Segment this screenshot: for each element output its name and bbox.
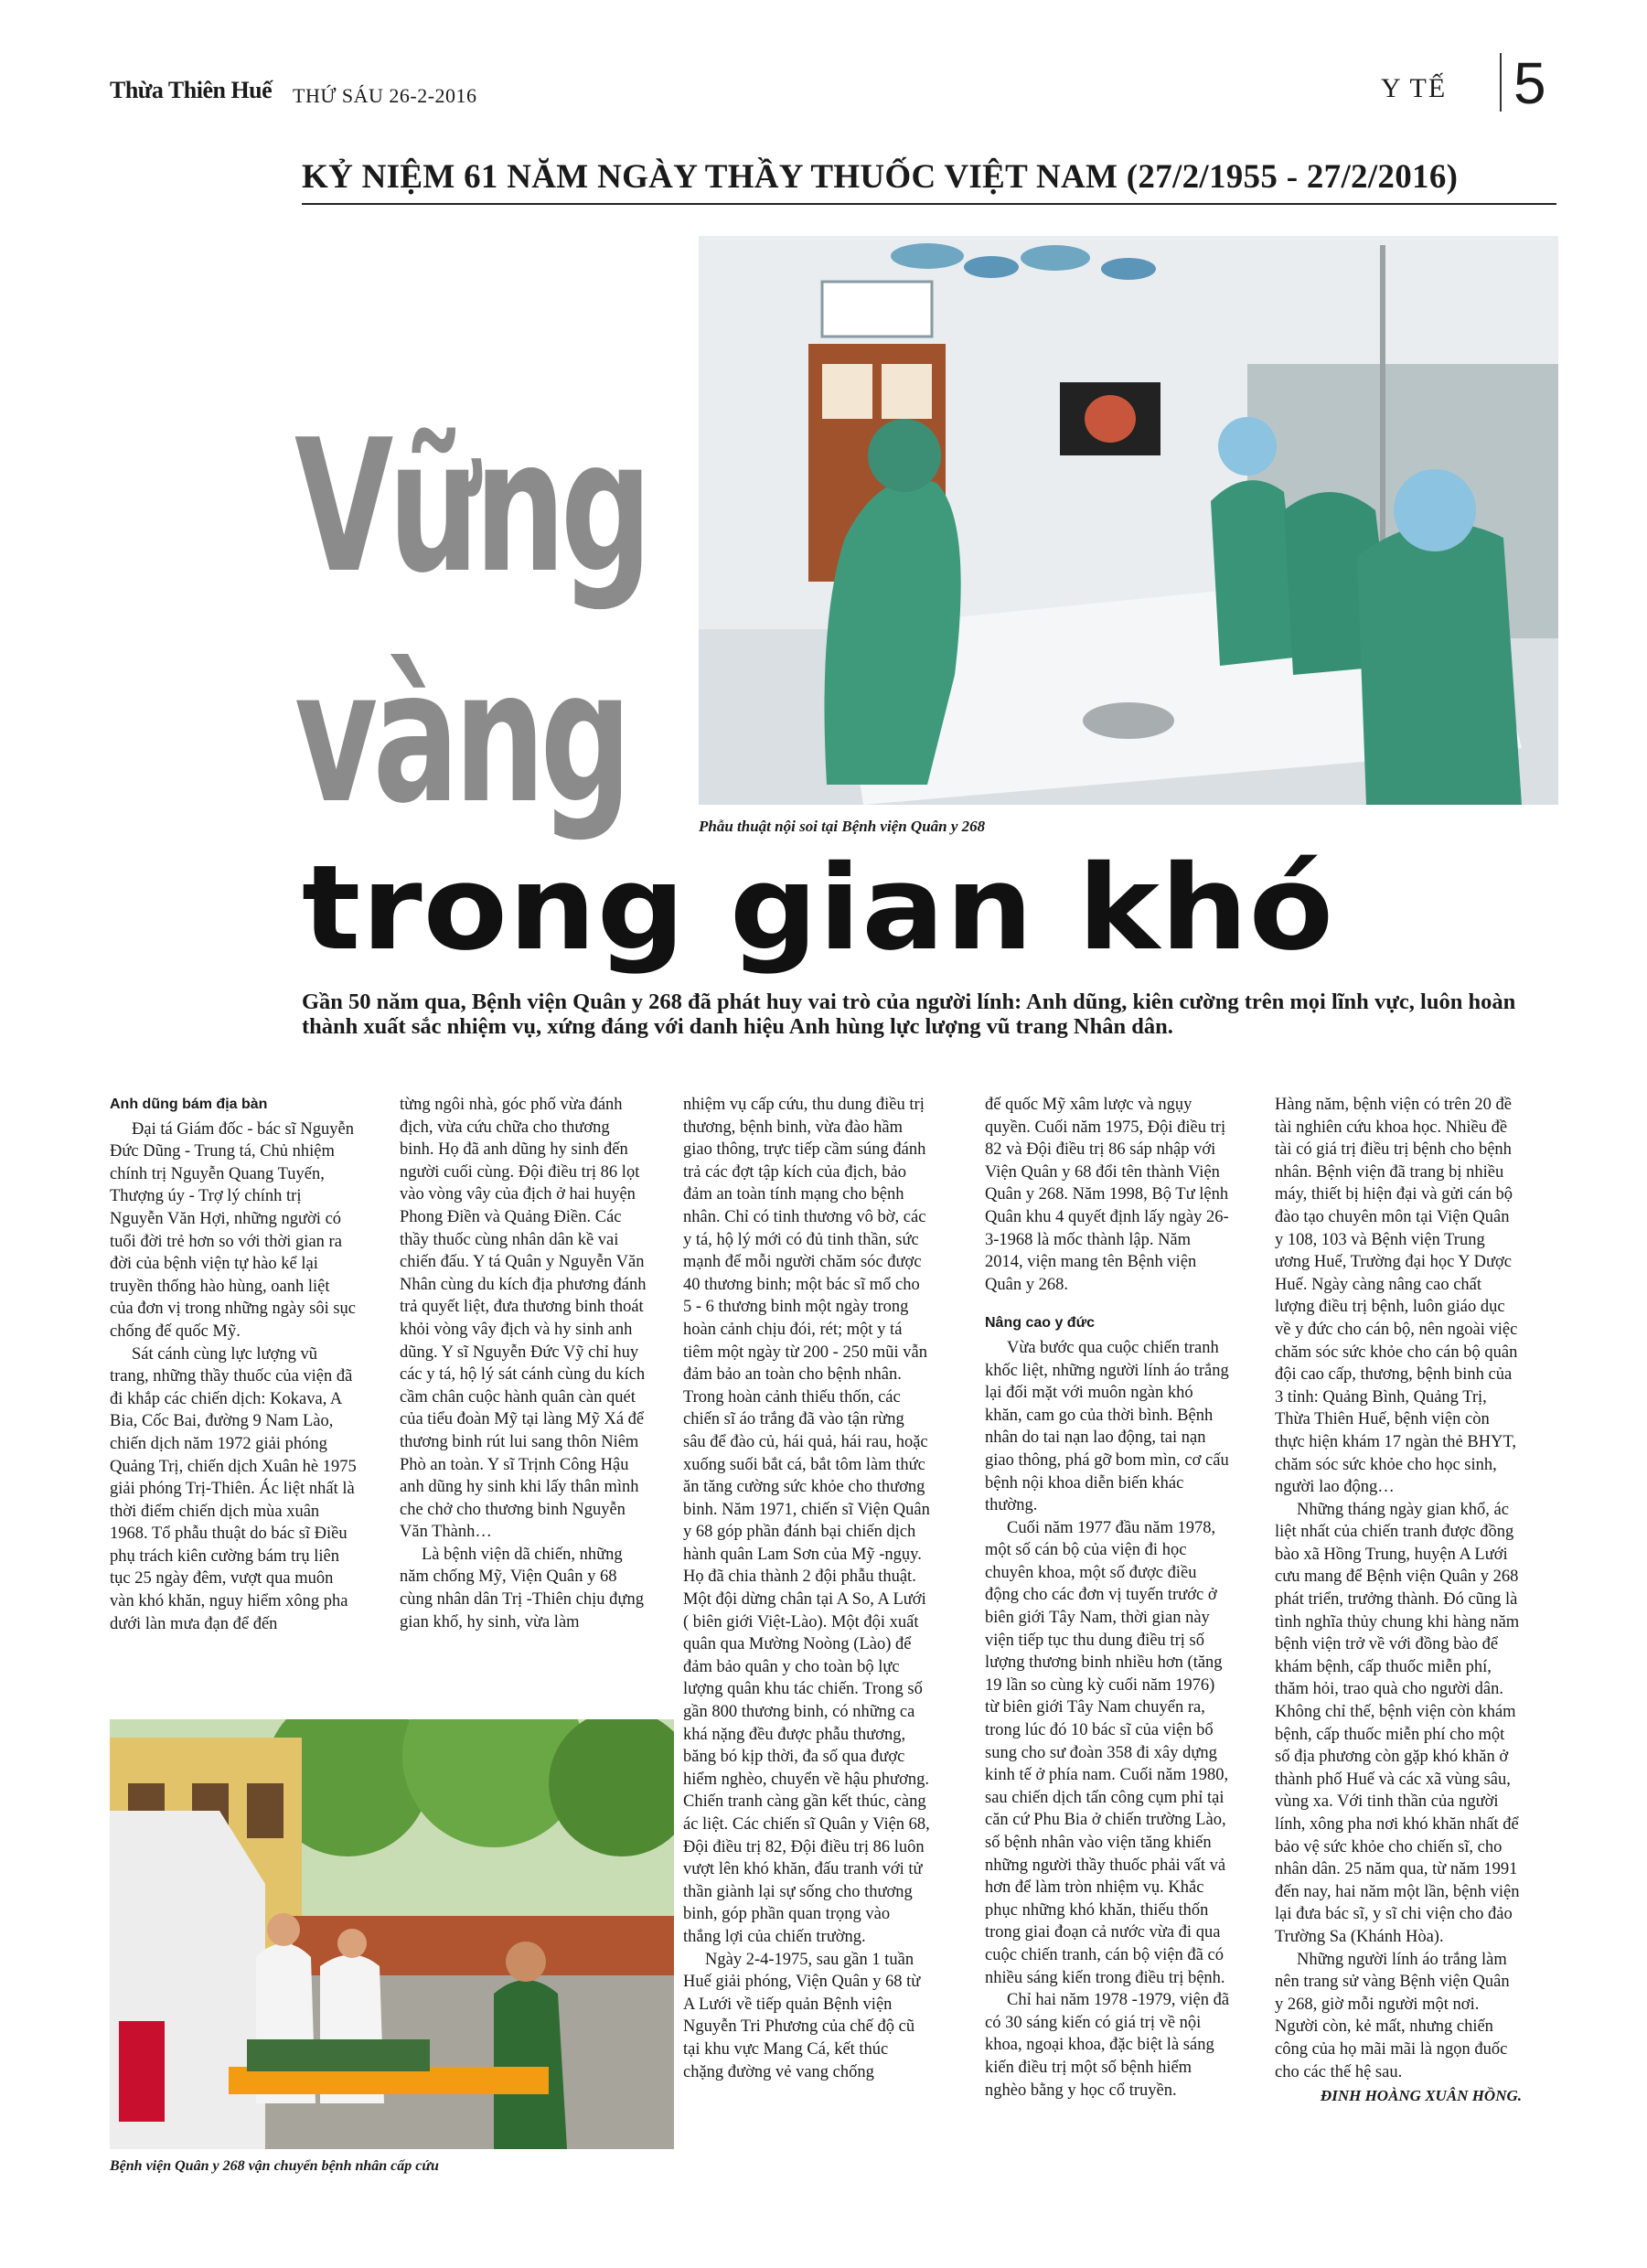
paragraph: đế quốc Mỹ xâm lược và ngụy quyền. Cuối năm 1975, Đội điều trị 82 và Đội điều trị 86 sáp nhập với Viện Quân y 68 đổi tên thành Viện Quân y 268. Năm 1998, Bộ Tư lệnh Quân khu 4 quyết định lấy ngày 26-3-1968 là mốc thành lập. Năm 2014, viện mang tên Bệnh viện Quân y 268. [985, 1096, 1229, 1294]
page-number: 5 [1513, 50, 1546, 116]
paragraph: nhiệm vụ cấp cứu, thu dung điều trị thương, bệnh binh, vừa đào hầm giao thông, trực tiếp cầm súng đánh trả các đợt tập kích của địch, bảo đảm an toàn tính mạng cho bệnh nhân. Chỉ có tinh thương vô bờ, các y tá, hộ lý mới có đủ tinh thần, sức mạnh để mỗi người chăm sóc được 40 thương binh; một bác sĩ mổ cho 5 - 6 thương binh một ngày trong hoàn cảnh chịu đói, rét; một y tá tiêm một ngày từ 200 - 250 mũi vẫn đảm bảo an toàn cho bệnh nhân. Trong hoàn cảnh thiếu thốn, các chiến sĩ áo trắng đã vào tận rừng sâu để đào củ, hái quả, hái rau, hoặc xuống suối bắt cá, bắt tôm làm thức ăn tăng cường sức khỏe cho thương binh. Năm 1971, chiến sĩ Viện Quân y 68 góp phần đánh bại chiến dịch hành quân Lam Sơn của Mỹ -ngụy. Họ đã chia thành 2 đội phẫu thuật. Một đội dừng chân tại A So, A Lưới ( biên giới Việt-Lào). Một đội xuất quân qua Mường Noòng (Lào) để đảm bảo quân y cho toàn bộ lực lượng quân khu tác chiến. Trong số gần 800 thương binh, có những ca khá nặng đều được phẫu thương, băng bó kịp thời, đa số qua được hiểm nghèo, chuyển về hậu phương. Chiến tranh càng gần kết thúc, càng ác liệt. Các chiến sĩ Quân y Viện 68, Đội điều trị 82, Đội điều trị 86 luôn vượt lên khó khăn, đấu tranh với tử thần giành lại sự sống cho thương binh, góp phần quan trọng vào thắng lợi của chiến trường. [683, 1096, 930, 1946]
banner-rule [302, 203, 1556, 205]
article-column-5 [1275, 1094, 1522, 2173]
ambulance-photo [110, 1719, 674, 2149]
ambulance-photo-caption: Bệnh viện Quân y 268 vận chuyển bệnh nhân cấp cứu [110, 2158, 439, 2174]
surgery-photo [699, 236, 1558, 805]
issue-date: THỨ SÁU 26-2-2016 [293, 84, 477, 107]
subhead: Nâng cao y đức [985, 1315, 1096, 1332]
paragraph: Chỉ hai năm 1978 -1979, viện đã có 30 sáng kiến có giá trị về nội khoa, ngoại khoa, đặc biệt là sáng kiến điều trị một số bệnh hiểm nghèo bằng y học cổ truyền. [985, 1991, 1230, 2100]
masthead: Thừa Thiên Huế [110, 77, 273, 103]
byline: ĐINH HOÀNG XUÂN HỒNG. [1320, 2087, 1522, 2105]
article-column-4 [985, 1094, 1232, 2173]
headline-line-3: trong gian khó [302, 840, 1335, 977]
paragraph: Những người lính áo trắng làm nên trang sử vàng Bệnh viện Quân y 268, giờ mỗi người một nơi. Người còn, kẻ mất, nhưng chiến công của họ mãi mãi là ngọn đuốc cho các thế hệ sau. [1275, 1950, 1510, 2081]
paragraph: Những tháng ngày gian khổ, ác liệt nhất của chiến tranh được đồng bào xã Hồng Trung, huyện A Lưới cưu mang để Bệnh viện Quân y 268 phát triển, trưởng thành. Đó cũng là tình nghĩa thủy chung khi hàng năm bệnh viện trở về với đồng bào để khám bệnh, cấp thuốc miễn phí, thăm hỏi, trao quà cho người dân. Không chỉ thế, bệnh viện còn khám bệnh, cấp thuốc miễn phí cho một số địa phương còn gặp khó khăn ở thành phố Huế và các xã vùng sâu, vùng xa. Với tinh thần của người lính, xông pha nơi khó khăn nhất để bảo vệ sức khỏe cho chiến sĩ, cho nhân dân. 25 năm qua, từ năm 1991 đến nay, hai năm một lần, bệnh viện lại đưa bác sĩ, y sĩ chi viện cho đảo Trường Sa (Khánh Hòa). [1275, 1500, 1520, 1946]
anniversary-banner: KỶ NIỆM 61 NĂM NGÀY THẦY THUỐC VIỆT NAM (27/2/1955 - 27/2/2016) [302, 158, 1459, 196]
paragraph: Vừa bước qua cuộc chiến tranh khốc liệt, những người lính áo trắng lại đối mặt với muôn ngàn khó khăn, cam go của thời bình. Bệnh nhân do tai nạn lao động, tai nạn giao thông, phá gỡ bom mìn, cơ cấu bệnh nội khoa diễn biến khác thường. [985, 1338, 1229, 1515]
paragraph: Là bệnh viện dã chiến, những năm chống Mỹ, Viện Quân y 68 cùng nhân dân Trị -Thiên chịu đựng gian khổ, hy sinh, vừa làm [400, 1545, 644, 1631]
paragraph: Hàng năm, bệnh viện có trên 20 đề tài nghiên cứu khoa học. Nhiều đề tài có giá trị điều trị bệnh cho bệnh nhân. Bệnh viện đã trang bị nhiều máy, thiết bị hiện đại và gửi cán bộ đào tạo chuyên môn tại Viện Quân y 108, 103 và Bệnh viện Trung ương Huế, Trường đại học Y Dược Huế. Ngày càng nâng cao chất lượng điều trị bệnh, luôn giáo dục về y đức cho cán bộ, nên ngoài việc chăm sóc sức khỏe cho cán bộ quân đội cao cấp, thương, bệnh binh của 3 tỉnh: Quảng Bình, Quảng Trị, Thừa Thiên Huế, bệnh viện còn thực hiện khám 17 ngàn thẻ BHYT, chăm sóc sức khỏe cho học sinh, người lao động… [1275, 1096, 1518, 1497]
article-column-2 [400, 1094, 647, 1661]
headline-line-2: vàng [294, 631, 627, 844]
paragraph: Đại tá Giám đốc - bác sĩ Nguyễn Đức Dũng - Trung tá, Chủ nhiệm chính trị Nguyễn Quang Tuyến, Thượng úy - Trợ lý chính trị Nguyễn Văn Hợi, những người có tuổi đời trẻ hơn so với thời gian ra đời của bệnh viện tự hào kể lại truyền thống hào hùng, oanh liệt của đơn vị trong những ngày sôi sục chống đế quốc Mỹ. [110, 1119, 357, 1341]
article-column-3 [683, 1094, 930, 2173]
paragraph: Sát cánh cùng lực lượng vũ trang, những thầy thuốc của viện đã đi khắp các chiến dịch: Kokava, A Bia, Cốc Bai, đường 9 Nam Lào, chiến dịch năm 1972 giải phóng Quảng Trị, chiến dịch Xuân hè 1975 giải phóng Trị-Thiên. Ác liệt nhất là thời điểm chiến dịch mùa xuân 1968. Tổ phẫu thuật do bác sĩ Điều phụ trách kiên cường bám trụ liên tục 25 ngày đêm, vượt qua muôn vàn khó khăn, nguy hiểm xông pha dưới làn mưa đạn để đến [110, 1344, 357, 1633]
paragraph: Ngày 2-4-1975, sau gần 1 tuần Huế giải phóng, Viện Quân y 68 từ A Lưới về tiếp quản Bệnh viện Nguyễn Tri Phương của chế độ cũ tại khu vực Mang Cá, kết thúc chặng đường vẻ vang chống [683, 1950, 921, 2081]
section-name: Y TẾ [1381, 73, 1448, 103]
section-divider [1500, 53, 1502, 112]
lede: Gần 50 năm qua, Bệnh viện Quân y 268 đã phát huy vai trò của người lính: Anh dũng, kiên cường trên mọi lĩnh vực, luôn hoàn thành xuất sắc nhiệm vụ, xứng đáng với danh hiệu Anh hùng lực lượng vũ trang Nhân dân. [302, 990, 1516, 1039]
surgery-photo-caption: Phẫu thuật nội soi tại Bệnh viện Quân y 268 [699, 818, 986, 835]
subhead: Anh dũng bám địa bàn [110, 1097, 268, 1112]
headline-line-1: Vững [294, 401, 647, 614]
paragraph: Cuối năm 1977 đầu năm 1978, một số cán bộ của viện đi học chuyên khoa, một số được điều động cho các đơn vị tuyến trước ở biên giới Tây Nam, thời gian này viện tiếp tục thu dung điều trị số lượng thương binh nhiều hơn (tăng 19 lần so cùng kỳ cuối năm 1976) từ biên giới Tây Nam chuyển ra, trong lúc đó 10 bác sĩ của viện bổ sung cho sư đoàn 358 đi xây dựng kinh tế ở phía nam. Cuối năm 1980, sau chiến dịch tấn công cụm phỉ tại căn cứ Phu Bia ở chiến trường Lào, số bệnh nhân vào viện tăng khiến những người thầy thuốc phải vất vả hơn để làm tròn nhiệm vụ. Khắc phục những khó khăn, thiếu thốn trong giai đoạn cả nước vừa đi qua cuộc chiến tranh, cán bộ viện đã có nhiều sáng kiến trong điều trị bệnh. [985, 1518, 1229, 1987]
paragraph: từng ngôi nhà, góc phố vừa đánh địch, vừa cứu chữa cho thương binh. Họ đã anh dũng hy sinh đến người cuối cùng. Đội điều trị 86 lọt vào vòng vây của địch ở hai huyện Phong Điền và Quảng Điền. Các thầy thuốc cùng nhân dân kề vai chiến đấu. Y tá Quân y Nguyễn Văn Nhân cùng du kích địa phương đánh trả quyết liệt, đưa thương binh thoát khỏi vòng vây địch và hy sinh anh dũng. Y sĩ Nguyễn Đức Vỹ chỉ huy các y tá, hộ lý sát cánh cùng du kích cầm chân cuộc hành quân càn quét của tiểu đoàn Mỹ tại làng Mỹ Xá để thương binh rút lui sang thôn Niêm Phò an toàn. Y sĩ Trịnh Công Hậu anh dũng hy sinh khi lấy thân mình che chở cho thương binh Nguyễn Văn Thành… [400, 1096, 647, 1542]
article-column-1 [110, 1094, 357, 1633]
